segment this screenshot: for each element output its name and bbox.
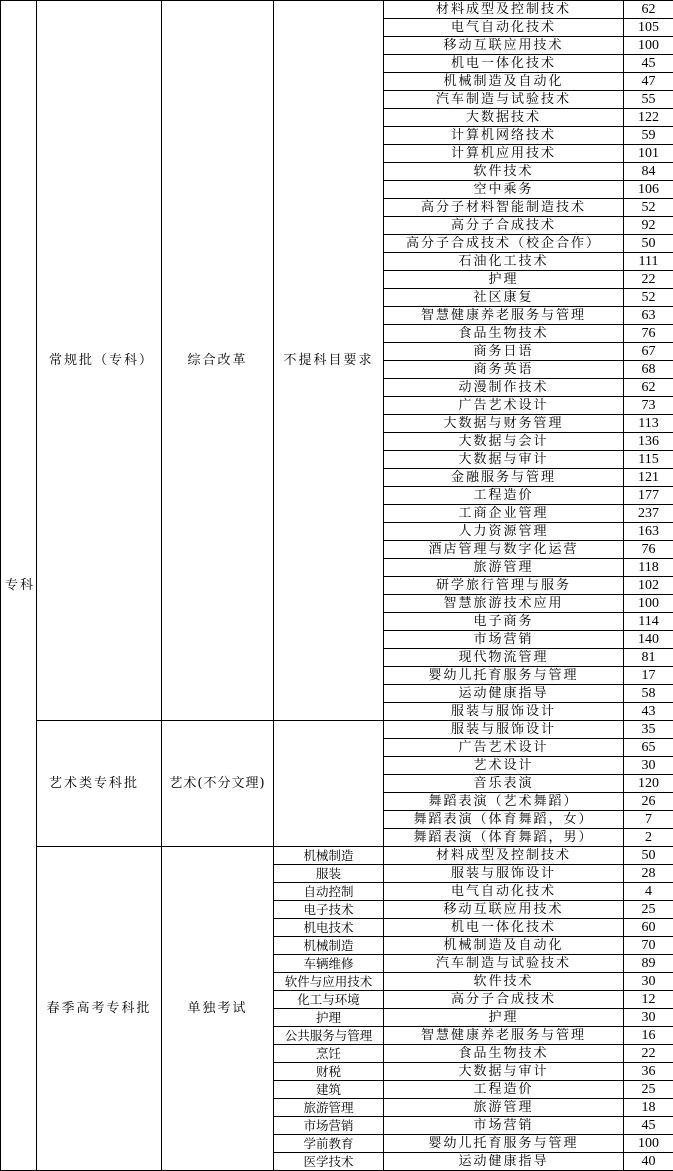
batch-name-cell: 常规批（专科）	[37, 1, 162, 721]
major-name-cell: 运动健康指导	[384, 685, 624, 703]
exam-category-cell: 车辆维修	[274, 955, 384, 973]
exam-category-cell: 学前教育	[274, 1135, 384, 1153]
major-name-cell: 舞蹈表演（体育舞蹈，男）	[384, 829, 624, 847]
major-name-cell: 金融服务与管理	[384, 469, 624, 487]
exam-category-cell: 公共服务与管理	[274, 1027, 384, 1045]
plan-count-cell: 120	[624, 775, 673, 793]
major-name-cell: 汽车制造与试验技术	[384, 955, 624, 973]
exam-category-cell: 软件与应用技术	[274, 973, 384, 991]
table-row	[1, 847, 673, 865]
major-name-cell: 材料成型及控制技术	[384, 847, 624, 865]
exam-category-cell: 机电技术	[274, 919, 384, 937]
major-name-cell: 高分子合成技术（校企合作）	[384, 235, 624, 253]
exam-type-cell: 单独考试	[162, 847, 274, 1171]
plan-count-cell: 81	[624, 649, 673, 667]
plan-count-cell: 45	[624, 1117, 673, 1135]
major-name-cell: 市场营销	[384, 1117, 624, 1135]
plan-count-cell: 55	[624, 91, 673, 109]
plan-count-cell: 63	[624, 307, 673, 325]
major-name-cell: 电子商务	[384, 613, 624, 631]
major-name-cell: 高分子合成技术	[384, 991, 624, 1009]
exam-category-cell: 护理	[274, 1009, 384, 1027]
major-name-cell: 食品生物技术	[384, 1045, 624, 1063]
major-name-cell: 研学旅行管理与服务	[384, 577, 624, 595]
exam-category-cell: 自动控制	[274, 883, 384, 901]
plan-count-cell: 70	[624, 937, 673, 955]
subject-requirement-cell: 不提科目要求	[274, 1, 384, 721]
plan-count-cell: 140	[624, 631, 673, 649]
plan-count-cell: 30	[624, 973, 673, 991]
plan-count-cell: 50	[624, 235, 673, 253]
major-name-cell: 大数据与会计	[384, 433, 624, 451]
batch-name-cell: 艺术类专科批	[37, 721, 162, 847]
exam-category-cell: 烹饪	[274, 1045, 384, 1063]
major-name-cell: 高分子合成技术	[384, 217, 624, 235]
major-name-cell: 服装与服饰设计	[384, 865, 624, 883]
major-name-cell: 电气自动化技术	[384, 19, 624, 37]
plan-count-cell: 111	[624, 253, 673, 271]
plan-count-cell: 114	[624, 613, 673, 631]
major-name-cell: 社区康复	[384, 289, 624, 307]
major-name-cell: 旅游管理	[384, 559, 624, 577]
plan-count-cell: 76	[624, 541, 673, 559]
major-name-cell: 机电一体化技术	[384, 55, 624, 73]
major-name-cell: 舞蹈表演（体育舞蹈，女）	[384, 811, 624, 829]
plan-count-cell: 25	[624, 1081, 673, 1099]
exam-category-cell: 化工与环境	[274, 991, 384, 1009]
major-name-cell: 旅游管理	[384, 1099, 624, 1117]
plan-count-cell: 17	[624, 667, 673, 685]
major-name-cell: 艺术设计	[384, 757, 624, 775]
plan-count-cell: 121	[624, 469, 673, 487]
exam-category-cell: 电子技术	[274, 901, 384, 919]
exam-category-cell: 建筑	[274, 1081, 384, 1099]
plan-count-cell: 89	[624, 955, 673, 973]
plan-count-cell: 47	[624, 73, 673, 91]
major-name-cell: 石油化工技术	[384, 253, 624, 271]
major-name-cell: 舞蹈表演（艺术舞蹈）	[384, 793, 624, 811]
plan-count-cell: 115	[624, 451, 673, 469]
major-name-cell: 护理	[384, 271, 624, 289]
exam-category-cell: 财税	[274, 1063, 384, 1081]
major-name-cell: 高分子材料智能制造技术	[384, 199, 624, 217]
plan-count-cell: 73	[624, 397, 673, 415]
plan-count-cell: 65	[624, 739, 673, 757]
major-name-cell: 婴幼儿托育服务与管理	[384, 1135, 624, 1153]
plan-count-cell: 36	[624, 1063, 673, 1081]
plan-count-cell: 163	[624, 523, 673, 541]
exam-type-cell: 综合改革	[162, 1, 274, 721]
plan-count-cell: 28	[624, 865, 673, 883]
table-row	[1, 721, 673, 739]
exam-category-cell: 机械制造	[274, 937, 384, 955]
plan-count-cell: 62	[624, 1, 673, 19]
major-name-cell: 工商企业管理	[384, 505, 624, 523]
plan-count-cell: 2	[624, 829, 673, 847]
major-name-cell: 广告艺术设计	[384, 397, 624, 415]
major-name-cell: 食品生物技术	[384, 325, 624, 343]
plan-count-cell: 18	[624, 1099, 673, 1117]
exam-category-cell: 服装	[274, 865, 384, 883]
level-cell: 专科	[1, 1, 37, 1171]
plan-count-cell: 136	[624, 433, 673, 451]
plan-count-cell: 22	[624, 1045, 673, 1063]
major-name-cell: 酒店管理与数字化运营	[384, 541, 624, 559]
plan-count-cell: 76	[624, 325, 673, 343]
major-name-cell: 商务英语	[384, 361, 624, 379]
plan-count-cell: 100	[624, 595, 673, 613]
major-name-cell: 大数据与审计	[384, 451, 624, 469]
exam-category-cell: 机械制造	[274, 847, 384, 865]
exam-category-cell: 旅游管理	[274, 1099, 384, 1117]
plan-count-cell: 4	[624, 883, 673, 901]
plan-count-cell: 50	[624, 847, 673, 865]
major-name-cell: 现代物流管理	[384, 649, 624, 667]
plan-count-cell: 58	[624, 685, 673, 703]
plan-count-cell: 60	[624, 919, 673, 937]
plan-count-cell: 7	[624, 811, 673, 829]
major-name-cell: 工程造价	[384, 1081, 624, 1099]
major-name-cell: 机械制造及自动化	[384, 937, 624, 955]
major-name-cell: 大数据与财务管理	[384, 415, 624, 433]
exam-category-cell: 医学技术	[274, 1153, 384, 1171]
subject-requirement-cell	[274, 721, 384, 847]
major-name-cell: 软件技术	[384, 973, 624, 991]
major-name-cell: 材料成型及控制技术	[384, 1, 624, 19]
plan-count-cell: 30	[624, 757, 673, 775]
plan-count-cell: 100	[624, 1135, 673, 1153]
plan-count-cell: 59	[624, 127, 673, 145]
exam-type-cell: 艺术(不分文理)	[162, 721, 274, 847]
major-name-cell: 音乐表演	[384, 775, 624, 793]
major-name-cell: 移动互联应用技术	[384, 37, 624, 55]
plan-count-cell: 22	[624, 271, 673, 289]
major-name-cell: 电气自动化技术	[384, 883, 624, 901]
major-name-cell: 婴幼儿托育服务与管理	[384, 667, 624, 685]
plan-count-cell: 40	[624, 1153, 673, 1171]
plan-count-cell: 26	[624, 793, 673, 811]
major-name-cell: 汽车制造与试验技术	[384, 91, 624, 109]
plan-count-cell: 92	[624, 217, 673, 235]
plan-count-cell: 101	[624, 145, 673, 163]
plan-count-cell: 67	[624, 343, 673, 361]
plan-count-cell: 45	[624, 55, 673, 73]
major-name-cell: 计算机应用技术	[384, 145, 624, 163]
plan-count-cell: 237	[624, 505, 673, 523]
major-name-cell: 工程造价	[384, 487, 624, 505]
plan-count-cell: 177	[624, 487, 673, 505]
major-name-cell: 计算机网络技术	[384, 127, 624, 145]
plan-count-cell: 52	[624, 199, 673, 217]
major-name-cell: 商务日语	[384, 343, 624, 361]
major-name-cell: 广告艺术设计	[384, 739, 624, 757]
exam-category-cell: 市场营销	[274, 1117, 384, 1135]
plan-count-cell: 12	[624, 991, 673, 1009]
major-name-cell: 服装与服饰设计	[384, 721, 624, 739]
plan-count-cell: 105	[624, 19, 673, 37]
major-name-cell: 智慧健康养老服务与管理	[384, 307, 624, 325]
plan-count-cell: 118	[624, 559, 673, 577]
major-name-cell: 服装与服饰设计	[384, 703, 624, 721]
plan-count-cell: 84	[624, 163, 673, 181]
plan-count-cell: 35	[624, 721, 673, 739]
plan-count-cell: 106	[624, 181, 673, 199]
plan-count-cell: 25	[624, 901, 673, 919]
major-name-cell: 空中乘务	[384, 181, 624, 199]
plan-count-cell: 113	[624, 415, 673, 433]
major-name-cell: 动漫制作技术	[384, 379, 624, 397]
plan-count-cell: 30	[624, 1009, 673, 1027]
major-name-cell: 大数据技术	[384, 109, 624, 127]
plan-count-cell: 16	[624, 1027, 673, 1045]
major-name-cell: 机电一体化技术	[384, 919, 624, 937]
major-name-cell: 机械制造及自动化	[384, 73, 624, 91]
plan-count-cell: 62	[624, 379, 673, 397]
plan-count-cell: 52	[624, 289, 673, 307]
major-name-cell: 护理	[384, 1009, 624, 1027]
major-name-cell: 市场营销	[384, 631, 624, 649]
major-name-cell: 智慧旅游技术应用	[384, 595, 624, 613]
major-name-cell: 大数据与审计	[384, 1063, 624, 1081]
major-name-cell: 智慧健康养老服务与管理	[384, 1027, 624, 1045]
plan-count-cell: 68	[624, 361, 673, 379]
major-name-cell: 软件技术	[384, 163, 624, 181]
major-name-cell: 移动互联应用技术	[384, 901, 624, 919]
plan-count-cell: 43	[624, 703, 673, 721]
plan-count-cell: 122	[624, 109, 673, 127]
table-row	[1, 1, 673, 19]
plan-count-cell: 100	[624, 37, 673, 55]
batch-name-cell: 春季高考专科批	[37, 847, 162, 1171]
plan-count-cell: 102	[624, 577, 673, 595]
major-name-cell: 运动健康指导	[384, 1153, 624, 1171]
major-name-cell: 人力资源管理	[384, 523, 624, 541]
